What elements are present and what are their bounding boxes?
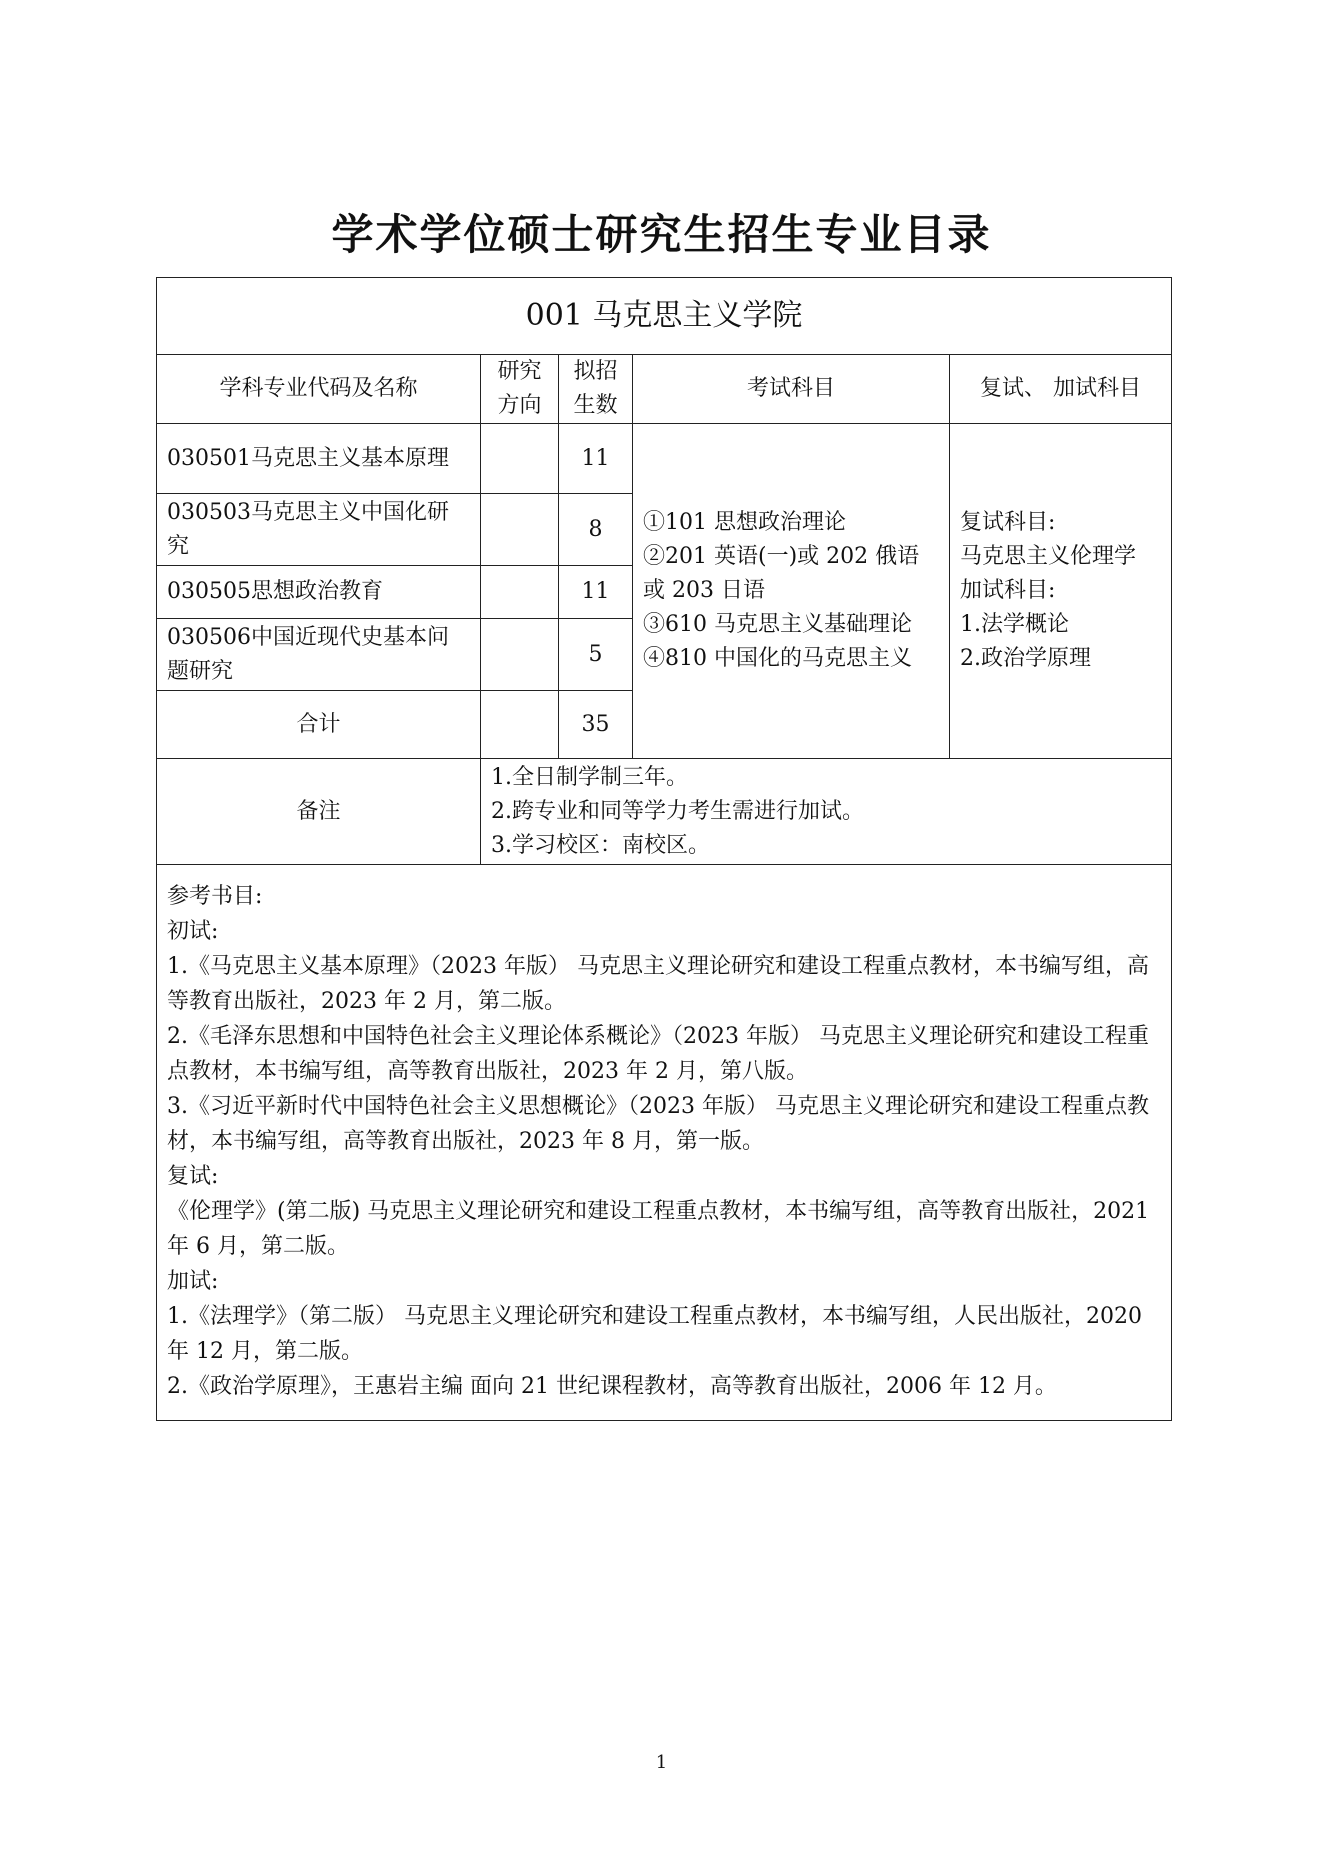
retest-subjects (950, 424, 1172, 759)
retest-line: 1.法学概论 (960, 612, 1069, 637)
references (157, 865, 1172, 1421)
major-quota: 5 (559, 619, 633, 691)
reference-line: 参考书目: (167, 884, 263, 909)
reference-line: 2.《政治学原理》，王惠岩主编 面向 21 世纪课程教材，高等教育出版社，2006 年 12 月。 (167, 1374, 1057, 1399)
reference-line: 《伦理学》(第二版) 马克思主义理论研究和建设工程重点教材，本书编写组，高等教育出版社，2021 年 6 月，第二版。 (167, 1199, 1150, 1259)
exam-subject: ④810 中国化的马克思主义 (643, 646, 912, 671)
major-quota: 11 (559, 566, 633, 619)
reference-line: 2.《毛泽东思想和中国特色社会主义理论体系概论》（2023 年版） 马克思主义理论研究和建设工程重点教材，本书编写组，高等教育出版社，2023 年 2 月，第八版。 (167, 1024, 1149, 1084)
school-row (157, 278, 1172, 355)
header-exam: 考试科目 (633, 355, 950, 424)
major-direction (481, 424, 559, 494)
exam-subject: ③610 马克思主义基础理论 (643, 612, 912, 637)
retest-line: 加试科目: (960, 578, 1056, 603)
reference-line: 复试: (167, 1164, 219, 1189)
exam-subject: ①101 思想政治理论 (643, 510, 846, 535)
remarks-content (481, 759, 1172, 865)
major-name: 030506中国近现代史基本问题研究 (157, 619, 481, 691)
references-row (157, 865, 1172, 1421)
page-title: 学术学位硕士研究生招生专业目录 (331, 210, 992, 259)
major-name: 030501马克思主义基本原理 (157, 424, 481, 494)
retest-line: 2.政治学原理 (960, 646, 1091, 671)
page-number: 1 (655, 1752, 668, 1773)
major-quota: 8 (559, 494, 633, 566)
major-name: 030503马克思主义中国化研究 (157, 494, 481, 566)
remark-item: 1.全日制学制三年。 (491, 764, 688, 790)
total-direction (481, 691, 559, 759)
major-name: 030505思想政治教育 (157, 566, 481, 619)
header-row (157, 355, 1172, 424)
reference-line: 1.《马克思主义基本原理》（2023 年版） 马克思主义理论研究和建设工程重点教材，本书编写组，高等教育出版社，2023 年 2 月，第二版。 (167, 954, 1149, 1014)
total-label: 合计 (157, 691, 481, 759)
header-direction (481, 355, 559, 424)
header-direction-line2: 方向 (497, 393, 542, 418)
header-direction-line1: 研究 (497, 359, 542, 384)
exam-subject: ②201 英语(一)或 202 俄语或 203 日语 (643, 544, 920, 603)
major-row (157, 424, 1172, 494)
header-retest: 复试、 加试科目 (950, 355, 1172, 424)
total-quota: 35 (559, 691, 633, 759)
remark-item: 2.跨专业和同等学力考生需进行加试。 (491, 798, 864, 824)
major-direction (481, 494, 559, 566)
reference-line: 1.《法理学》（第二版） 马克思主义理论研究和建设工程重点教材，本书编写组，人民出版社，2020 年 12 月，第二版。 (167, 1304, 1142, 1364)
exam-subjects (633, 424, 950, 759)
retest-line: 马克思主义伦理学 (960, 544, 1137, 569)
major-direction (481, 566, 559, 619)
reference-line: 3.《习近平新时代中国特色社会主义思想概论》（2023 年版） 马克思主义理论研究和建设工程重点教材，本书编写组，高等教育出版社，2023 年 8 月，第一版。 (167, 1094, 1149, 1154)
remarks-label: 备注 (157, 759, 481, 865)
remark-item: 3.学习校区：南校区。 (491, 832, 710, 858)
school-name: 001 马克思主义学院 (157, 278, 1172, 355)
header-quota-line1: 拟招 (573, 359, 618, 384)
header-major: 学科专业代码及名称 (157, 355, 481, 424)
reference-line: 初试: (167, 919, 219, 944)
catalog-table (156, 277, 1172, 1421)
remarks-row (157, 759, 1172, 865)
header-quota-line2: 生数 (573, 393, 618, 418)
header-quota (559, 355, 633, 424)
major-quota: 11 (559, 424, 633, 494)
reference-line: 加试: (167, 1269, 219, 1294)
retest-line: 复试科目: (960, 510, 1056, 535)
major-direction (481, 619, 559, 691)
